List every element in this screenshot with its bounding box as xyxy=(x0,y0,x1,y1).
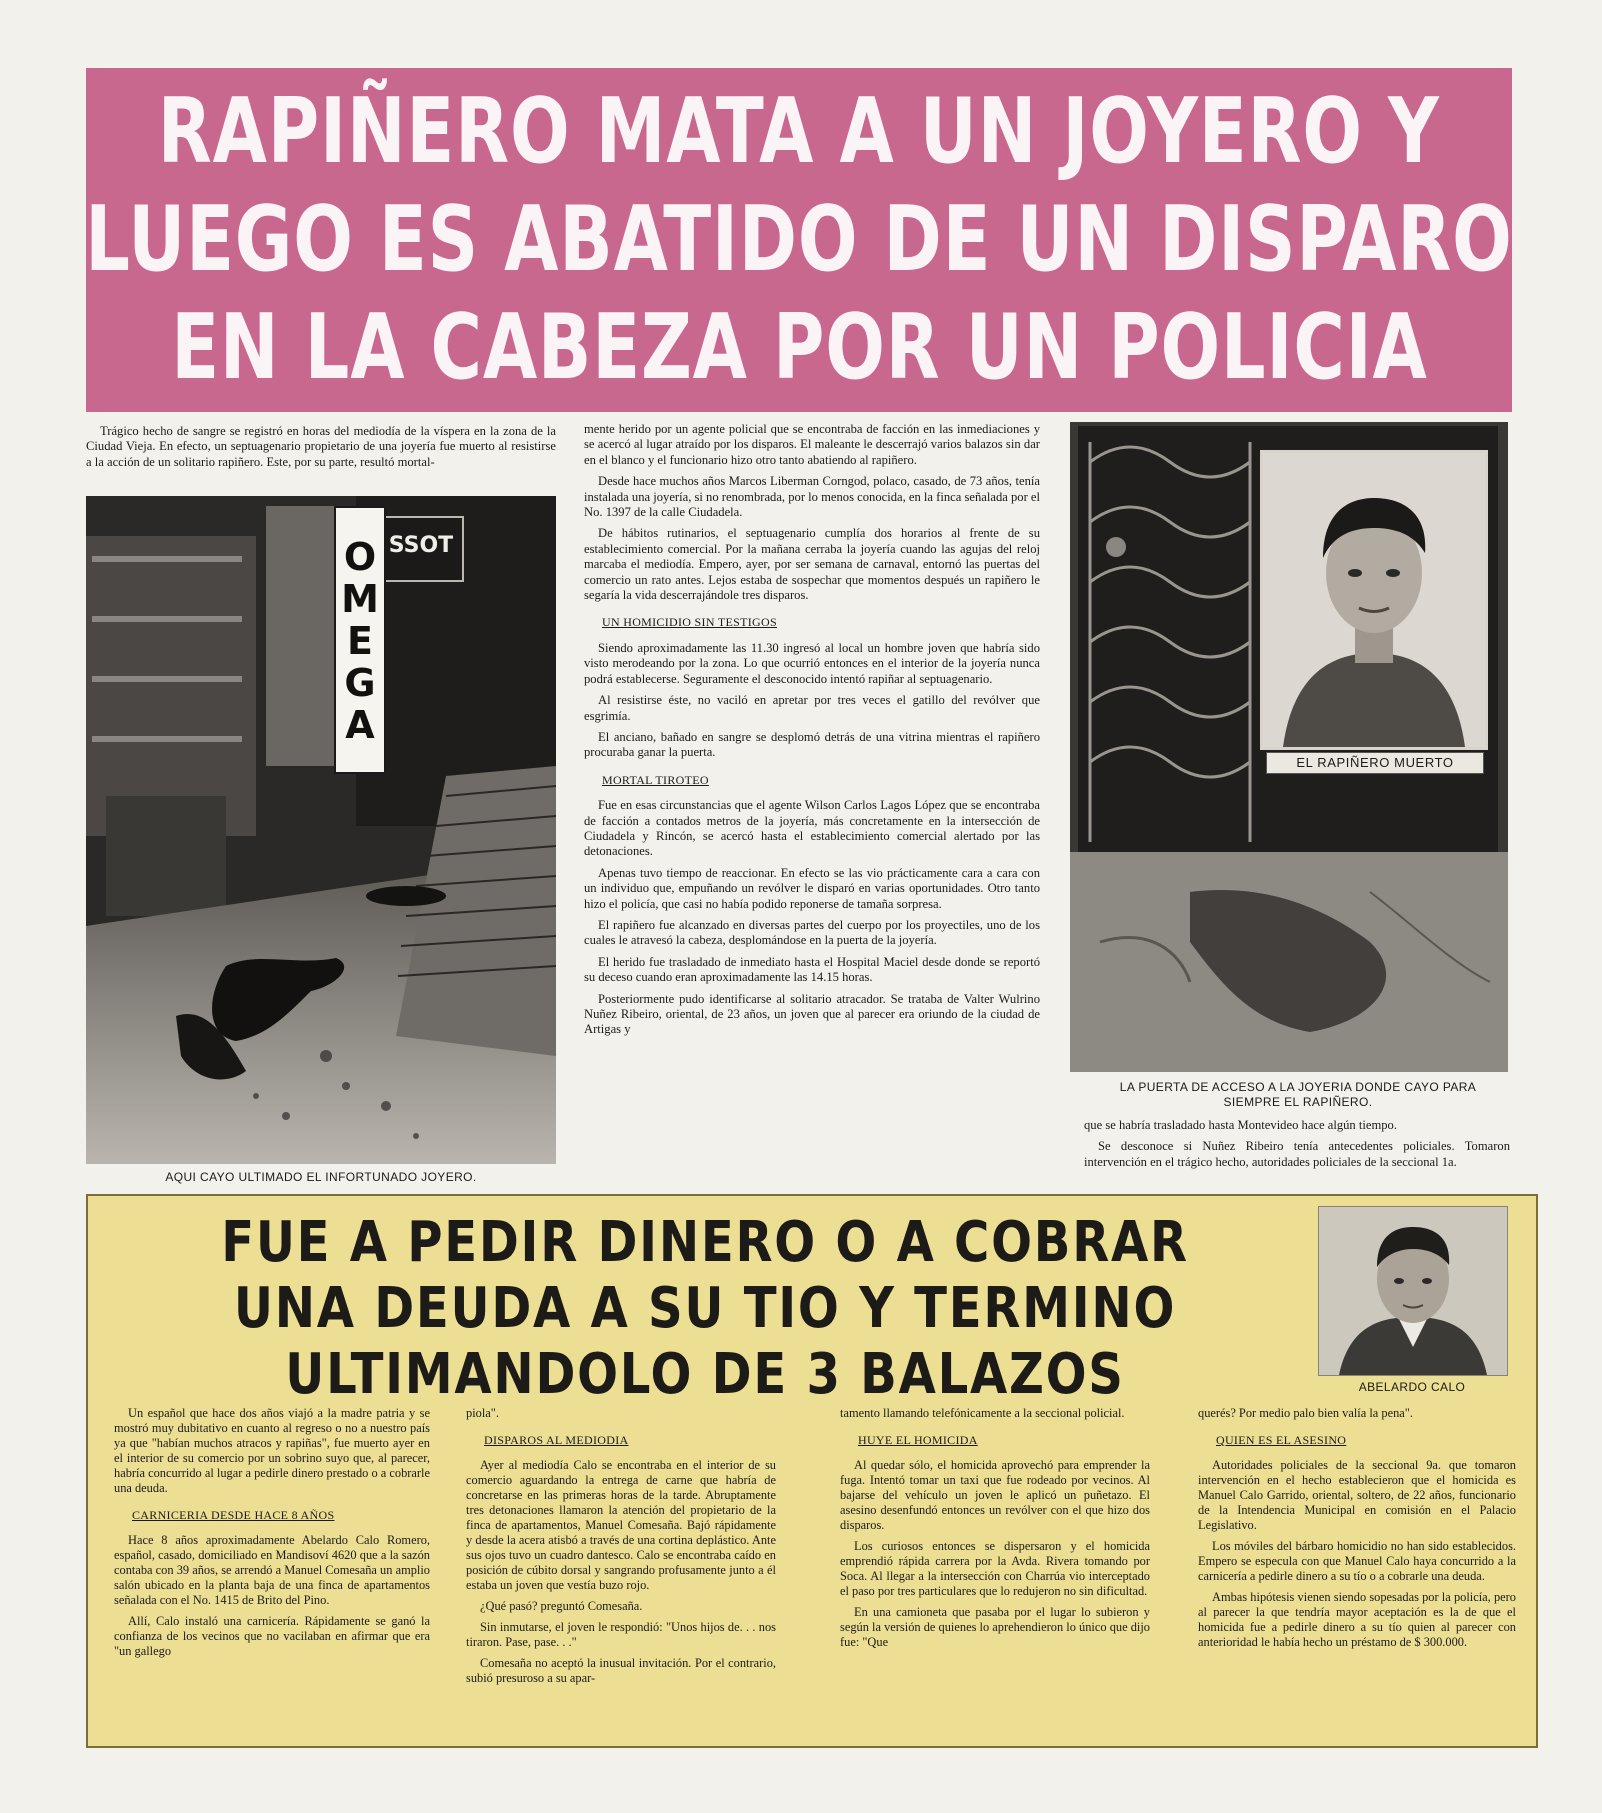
paragraph: Un español que hace dos años viajó a la madre patria y se mostró muy dubitativo en cuanto al regreso o no a nuestro país ya que "habían muchos atracos y rapiñas", fue muerto ayer en el interior de su comercio por un sobrino suyo que, al parecer, habría concurrido al lugar a pedirle dinero prestado o a cobrarle una deuda. xyxy=(114,1406,430,1495)
headline-line-1: RAPIÑERO MATA A UN JOYERO Y xyxy=(158,79,1440,184)
paragraph: Autoridades policiales de la seccional 9a. que tomaron intervención en el hecho establecieron que el homicida es Manuel Calo Garrido, oriental, soltero, de 22 años, funcionario de la Intendencia Municipal en comisión en el Palacio Legislativo. xyxy=(1198,1458,1516,1532)
ssot-sign xyxy=(378,516,464,582)
main-headline xyxy=(86,68,1512,412)
paragraph: Comesaña no aceptó la inusual invitación. Por el contrario, subió presuroso a su apar- xyxy=(466,1656,776,1685)
article2-headline-line-2: UNA DEUDA A SU TIO Y TERMINO xyxy=(233,1276,1177,1341)
jewelry-door-photo xyxy=(1070,422,1508,1072)
abelardo-calo-photo xyxy=(1318,1206,1508,1376)
subhead-disparos: DISPAROS AL MEDIODIA xyxy=(484,1433,629,1447)
paragraph: De hábitos rutinarios, el septuagenario cumplía dos horarios al frente de su establecimiento comercial. Por la mañana cerraba la joyería cuando las agujas del reloj marcaba el mediodía. Empero, ayer, por ser semana de carnaval, entornó las puertas del comercio un rato antes. Lejos estaba de sospechar que momentos después un rapiñero le segaría la vida descerrajándole tres disparos. xyxy=(584,526,1040,603)
article2-column-3 xyxy=(840,1406,1150,1746)
paragraph: Al quedar sólo, el homicida aprovechó para emprender la fuga. Intentó tomar un taxi que fue rodeado por vecinos. Al bajarse del vehículo un joven le aplicó un puñetazo. El asesino desenfundó entonces un revólver con el que hizo dos disparos. xyxy=(840,1458,1150,1532)
article1-intro xyxy=(86,424,556,496)
article2-headline xyxy=(100,1210,1310,1408)
paragraph: Al resistirse éste, no vaciló en apretar por tres veces el gatillo del revólver que esgrimía. xyxy=(584,693,1040,723)
article1-column-2 xyxy=(584,422,1040,1182)
paragraph: Siendo aproximadamente las 11.30 ingresó al local un hombre joven que habría sido visto merodeando por la zona. Lo que ocurrió entonces en el interior de la joyería nunca podrá establecerse. Seguramente el desconocido intentó rapiñar al septuagenario. xyxy=(584,640,1040,686)
article2-column-4 xyxy=(1198,1406,1516,1746)
article1-column-3 xyxy=(1084,1118,1510,1188)
subhead-carniceria: CARNICERIA DESDE HACE 8 AÑOS xyxy=(132,1508,335,1522)
paragraph: Ayer al mediodía Calo se encontraba en el interior de su comercio aguardando la entrega de carne que habría de concretarse en las primeras horas de la tarde. Abruptamente tres detonaciones llamaron la atención del propietario de la finca de apartamentos, Manuel Comesaña. Bajó rápidamente y desde la acera atisbó a través de una cortina deplástico. Ante sus ojos tuvo un cuadro dantesco. Calo se encontraba caído en posición de cúbito dorsal y sangrando profusamente junto a él estaba un joven que vestía buzo rojo. xyxy=(466,1458,776,1592)
paragraph: El anciano, bañado en sangre se desplomó detrás de una vitrina mientras el rapiñero procuraba ganar la puerta. xyxy=(584,729,1040,760)
article2-column-2 xyxy=(466,1406,776,1746)
calo-photo-caption: ABELARDO CALO xyxy=(1358,1380,1466,1394)
subhead-huye: HUYE EL HOMICIDA xyxy=(858,1433,978,1447)
paragraph: En una camioneta que pasaba por el lugar lo subieron y según la versión de quienes lo aprehendieron lo único que dijo fue: "Que xyxy=(840,1605,1150,1649)
paragraph: Allí, Calo instaló una carnicería. Rápidamente se ganó la confianza de los vecinos que no vacilaban en afirmar que era "un gallego xyxy=(114,1614,430,1658)
paragraph: Apenas tuvo tiempo de reaccionar. En efecto se las vio prácticamente cara a cara con un individuo que, empuñando un revólver le disparó en varias oportunidades. Otro tanto hizo el policía, que casi no había podido reponerse de tamaña sorpresa. xyxy=(584,865,1040,911)
subhead-homicidio: UN HOMICIDIO SIN TESTIGOS xyxy=(602,615,777,630)
right-photo-caption: LA PUERTA DE ACCESO A LA JOYERIA DONDE CAYO PARA SIEMPRE EL RAPIÑERO. xyxy=(1119,1080,1477,1109)
portrait-caption: EL RAPIÑERO MUERTO xyxy=(1266,752,1484,774)
jewelry-shop-photo xyxy=(86,496,556,1164)
paragraph: Posteriormente pudo identificarse al solitario atracador. Se trataba de Valter Wulrino Nuñez Ribeiro, oriental, de 23 años, un joven que al parecer era oriundo de la ciudad de Artigas y xyxy=(584,991,1040,1037)
calo-portrait-illustration xyxy=(1319,1207,1507,1375)
article2-headline-line-3: ULTIMANDOLO DE 3 BALAZOS xyxy=(285,1342,1125,1407)
paragraph: Desde hace muchos años Marcos Liberman Corngod, polaco, casado, de 73 años, tenía instalada una joyería, si no renombrada, por lo menos conocida, en la finca señalada por el No. 1397 de la calle Ciudadela. xyxy=(584,474,1040,520)
paragraph: Hace 8 años aproximadamente Abelardo Calo Romero, español, casado, domiciliado en Mandisoví 4620 que a la sazón contaba con 39 años, se arrendó a Manuel Comesaña un amplio salón ubicado en la planta baja de una finca de apartamentos señalada con el No. 1415 de Brito del Pino. xyxy=(114,1533,430,1607)
left-photo-caption: AQUI CAYO ULTIMADO EL INFORTUNADO JOYERO. xyxy=(165,1170,477,1184)
portrait-illustration xyxy=(1263,453,1485,747)
paragraph: ¿Qué pasó? preguntó Comesaña. xyxy=(480,1599,643,1613)
headline-line-3: EN LA CABEZA POR UN POLICIA xyxy=(170,295,1428,400)
subhead-asesino: QUIEN ES EL ASESINO xyxy=(1216,1433,1347,1447)
headline-line-2: LUEGO ES ABATIDO DE UN DISPARO xyxy=(85,187,1513,292)
paragraph: Fue en esas circunstancias que el agente Wilson Carlos Lagos López que se encontraba de facción a contados metros de la joyería, más concretamente en la intersección de Ciudadela y Rincón, se acercó hasta el establecimiento comercial alertado por las detonaciones. xyxy=(584,798,1040,859)
paragraph: Los móviles del bárbaro homicidio no han sido establecidos. Empero se especula con que Manuel Calo haya concurrido a la carnicería a pedirle dinero a su tío o a cobrarle una deuda. xyxy=(1198,1539,1516,1583)
paragraph: Ambas hipótesis vienen siendo sopesadas por la policía, pero al parecer la que tendría mayor aceptación es la de que el homicida fue a pedirle dinero a su tío quien al parecer con anterioridad le había hecho un préstamo de $ 300.000. xyxy=(1198,1590,1516,1649)
rapinero-portrait xyxy=(1260,450,1488,750)
omega-sign-text: OMEGA xyxy=(338,535,382,745)
paragraph: piola". xyxy=(466,1406,499,1420)
article2-column-1 xyxy=(114,1406,430,1746)
omega-sign xyxy=(334,506,386,774)
paragraph: El rapiñero fue alcanzado en diversas partes del cuerpo por los proyectiles, uno de los cuales le atravesó la cabeza, desplomándose en la puerta de la joyería. xyxy=(584,917,1040,948)
paragraph: Se desconoce si Nuñez Ribeiro tenía antecedentes policiales. Tomaron intervención en el trágico hecho, autoridades policiales de la seccional 1a. xyxy=(1084,1139,1510,1169)
paragraph: Sin inmutarse, el joven le respondió: "Unos hijos de. . . nos tiraron. Pase, pase. . ." xyxy=(466,1620,776,1649)
paragraph: que se habría trasladado hasta Montevideo hace algún tiempo. xyxy=(1084,1118,1397,1132)
paragraph: tamento llamando telefónicamente a la seccional policial. xyxy=(840,1406,1125,1420)
paragraph: mente herido por un agente policial que se encontraba de facción en las inmediaciones y se acercó al lugar atraído por los disparos. El maleante le descerrajó varios balazos sin dar en el blanco y el funcionario hizo otro tanto abatiendo al rapiñero. xyxy=(584,422,1040,467)
article1-intro-text: Trágico hecho de sangre se registró en horas del mediodía de la víspera en la zona de la Ciudad Vieja. En efecto, un septuagenario propietario de una joyería fue muerto al resistirse a la acción de un solitario rapiñero. Este, por su parte, resultó mortal- xyxy=(86,424,556,469)
paragraph: Los curiosos entonces se dispersaron y el homicida emprendió rápida carrera por la Avda. Rivera tomando por Soca. Al llegar a la intersección con Charrúa vio interceptado el paso por tres particulares que lo redujeron no sin dificultad. xyxy=(840,1539,1150,1598)
paragraph: querés? Por medio palo bien valía la pena". xyxy=(1198,1406,1413,1420)
article2-headline-line-1: FUE A PEDIR DINERO O A COBRAR xyxy=(221,1210,1189,1275)
subhead-tiroteo: MORTAL TIROTEO xyxy=(602,772,709,787)
ssot-sign-text: SSOT xyxy=(388,533,454,558)
paragraph: El herido fue trasladado de inmediato hasta el Hospital Maciel desde donde se reportó su deceso cuando eran aproximadamente las 14.15 horas. xyxy=(584,954,1040,985)
article2-box xyxy=(86,1194,1538,1748)
shop-interior-illustration xyxy=(86,496,556,1164)
